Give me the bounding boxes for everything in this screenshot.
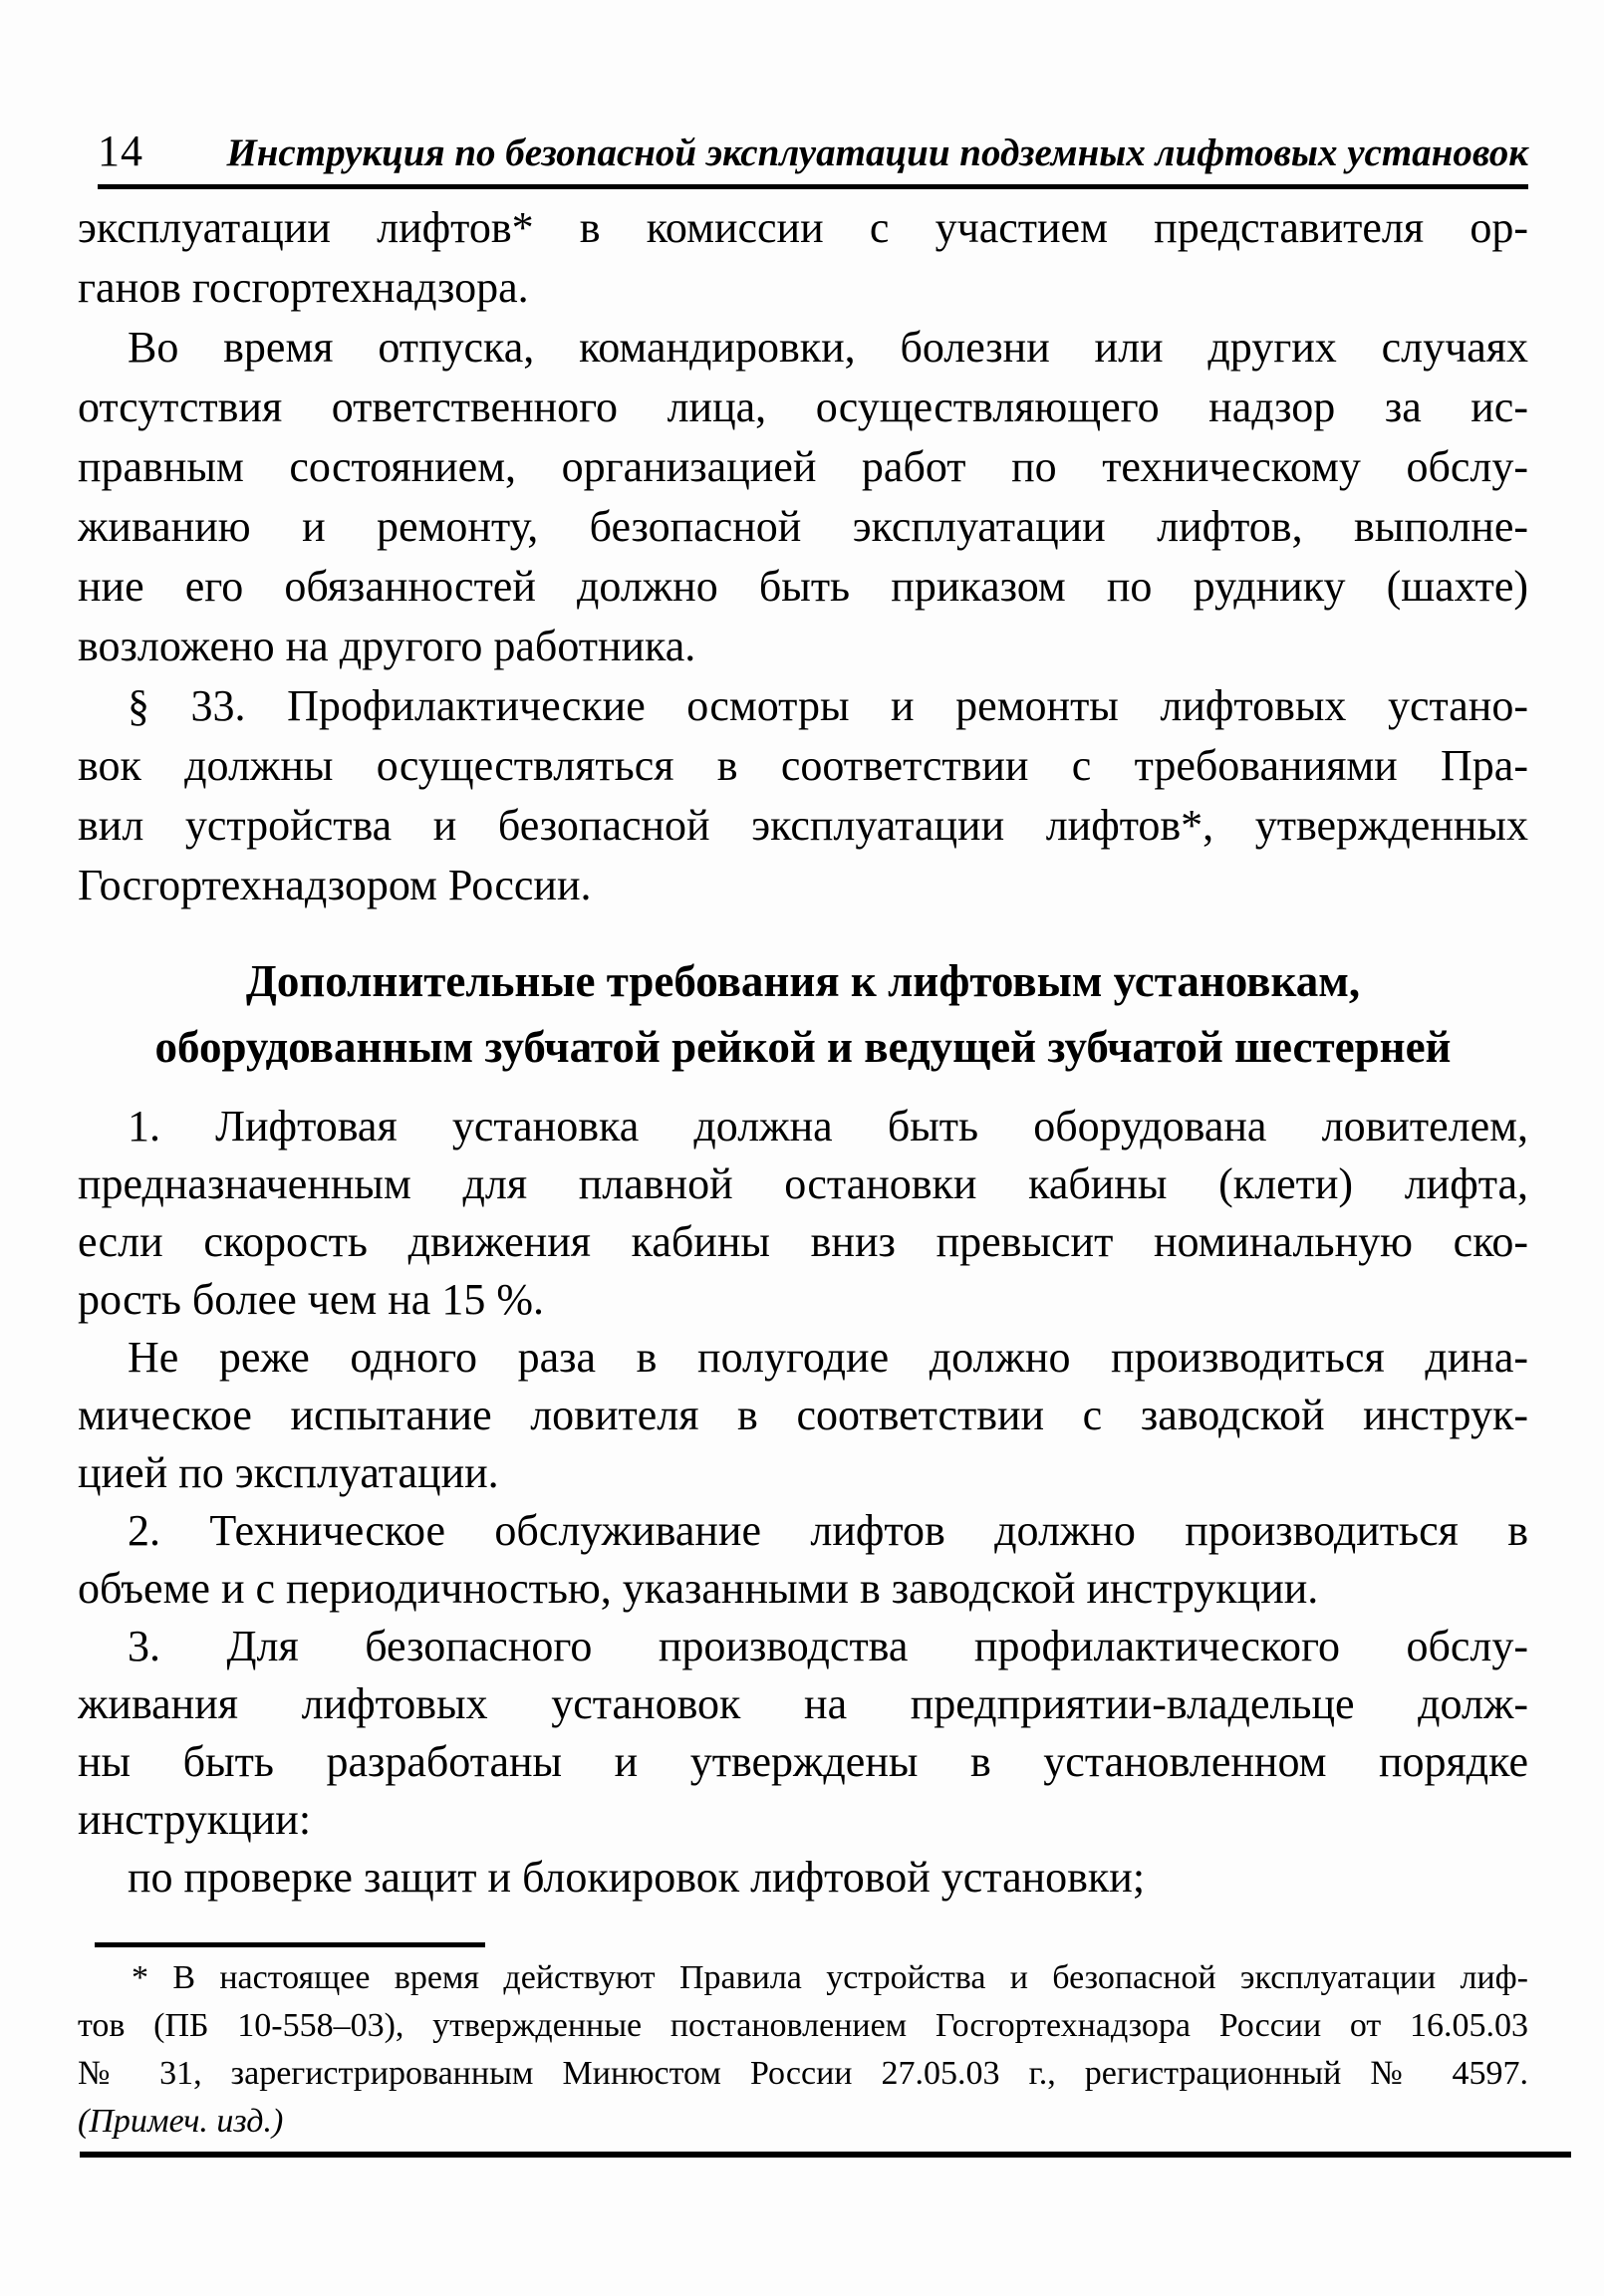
- footnote-separator: [95, 1942, 485, 1947]
- footnote-line: тов (ПБ 10-558–03), утвержденные постановлением Госгортехнадзора России от 16.05.03: [78, 2007, 1528, 2044]
- text-line: живанию и ремонту, безопасной эксплуатации лифтов, выполне-: [78, 502, 1528, 551]
- text-line: рость более чем на 15 %.: [78, 1275, 544, 1324]
- footnote-line: (Примеч. изд.): [78, 2103, 284, 2140]
- text-line: Госгортехнадзором России.: [78, 861, 592, 909]
- text-line: ние его обязанностей должно быть приказом по руднику (шахте): [78, 562, 1528, 611]
- text-line: живания лифтовых установок на предприятии-владельце долж-: [78, 1679, 1528, 1728]
- text-line: Во время отпуска, командировки, болезни или других случаях: [128, 323, 1528, 372]
- page-header: [98, 126, 1528, 189]
- section-heading: [78, 948, 1528, 1080]
- body-section-2: [78, 1098, 1528, 1907]
- text-line: правным состоянием, организацией работ по техническому обслу-: [78, 442, 1528, 491]
- text-line: эксплуатации лифтов* в комиссии с участием представителя ор-: [78, 203, 1528, 252]
- page-number: 14: [98, 127, 143, 175]
- text-line: 3. Для безопасного производства профилактического обслу-: [128, 1622, 1528, 1670]
- text-line: ганов госгортехнадзора.: [78, 263, 529, 312]
- section-heading-line: оборудованным зубчатой рейкой и ведущей зубчатой шестерней: [154, 1022, 1452, 1072]
- text-line: инструкции:: [78, 1795, 312, 1844]
- text-line: объеме и с периодичностью, указанными в заводской инструкции.: [78, 1564, 1319, 1613]
- text-line: по проверке защит и блокировок лифтовой установки;: [128, 1853, 1146, 1902]
- text-line: отсутствия ответственного лица, осуществляющего надзор за ис-: [78, 383, 1528, 431]
- footnote-line: * В настоящее время действуют Правила устройства и безопасной эксплуатации лиф-: [132, 1959, 1528, 1996]
- text-line: 2. Техническое обслуживание лифтов должно производиться в: [128, 1506, 1528, 1555]
- text-line: 1. Лифтовая установка должна быть оборудована ловителем,: [128, 1102, 1528, 1150]
- text-line: возложено на другого работника.: [78, 622, 696, 670]
- text-line: вил устройства и безопасной эксплуатации лифтов*, утвержденных: [78, 801, 1528, 850]
- text-line: вок должны осуществляться в соответствии с требованиями Пра-: [78, 741, 1528, 790]
- text-line: Не реже одного раза в полугодие должно производиться дина-: [128, 1333, 1528, 1382]
- section-heading-line: Дополнительные требования к лифтовым установкам,: [245, 956, 1361, 1006]
- text-line: если скорость движения кабины вниз превысит номинальную ско-: [78, 1217, 1528, 1266]
- text-line: мическое испытание ловителя в соответствии с заводской инструк-: [78, 1391, 1528, 1439]
- text-line: предназначенным для плавной остановки кабины (клети) лифта,: [78, 1159, 1528, 1208]
- footnote: [78, 1954, 1528, 2146]
- running-title: Инструкция по безопасной эксплуатации подземных лифтовых установок: [226, 131, 1528, 174]
- bottom-rule: [80, 2152, 1571, 2158]
- body-section-1: [78, 198, 1528, 915]
- text-line: цией по эксплуатации.: [78, 1448, 499, 1497]
- footnote-line: № 31, зарегистрированным Минюстом России 27.05.03 г., регистрационный № 4597.: [78, 2055, 1528, 2092]
- text-line: § 33. Профилактические осмотры и ремонты лифтовых устано-: [128, 681, 1528, 730]
- text-line: ны быть разработаны и утверждены в установленном порядке: [78, 1737, 1528, 1786]
